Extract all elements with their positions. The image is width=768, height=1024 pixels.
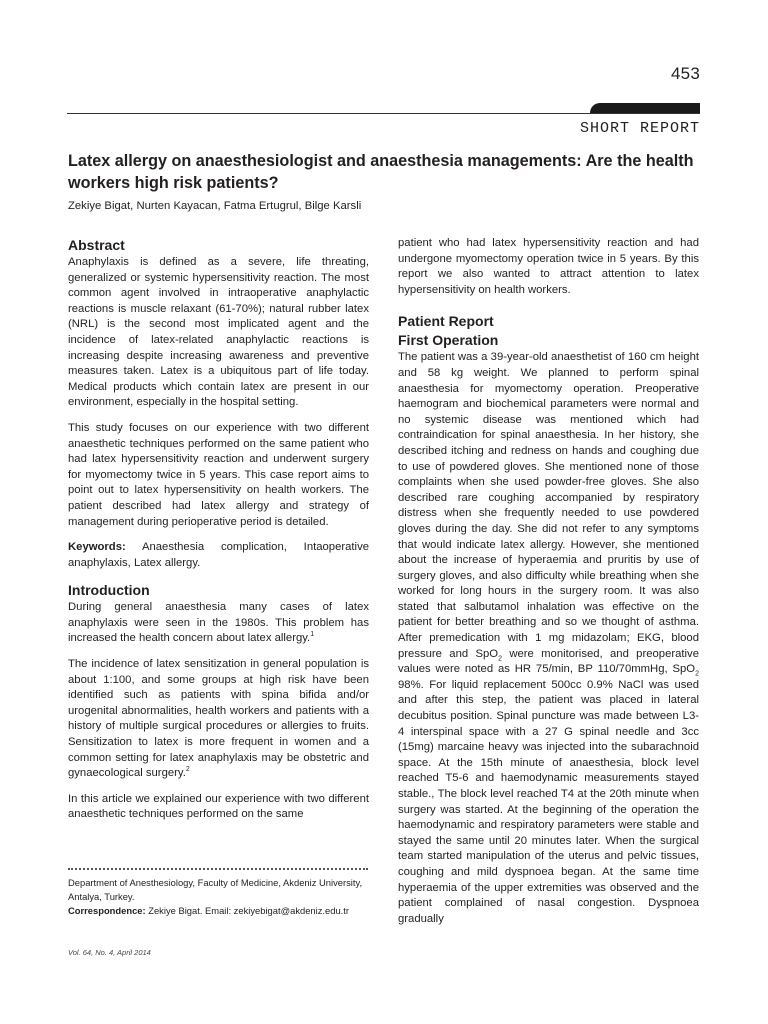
correspondence [68, 904, 371, 918]
header-tab-decoration [590, 103, 700, 113]
correspondence-label: Correspondence: [68, 905, 146, 916]
introduction-paragraph-3: In this article we explained our experience with two different anaesthetic techniques performed on the same [68, 792, 369, 821]
spo2-subscript-1: 2 [498, 654, 502, 662]
keywords-text: Anaesthesia complication, Intaoperative anaphylaxis, Latex allergy. [68, 541, 369, 569]
reference-1: 1 [310, 631, 315, 639]
first-operation-text-a: The patient was a 39-year-old anaesthetist of 160 cm height and 58 kg weight. We planned to perform spinal anaesthesia for myomectomy operation. Preoperative haemogram and biochemical parameters were normal and no systemic disease was mentioned which had contraindication for spinal anaesthesia. In her history, she described itching and redness on hands and coughing due to use of powdered gloves. She mentioned none of those complaints when she used powder-free gloves. She also described rare coughing accompanied by respiratory distress when she frequently needed to use powdered gloves during the day. She did not refer to any symptoms that would indicate latex allergy. However, she mentioned about the increase of hyperaemia and pruritis by use of surgery gloves, and also difficulty while breathing when she worked for long hours in the surgery room. It was also stated that salbutamol inhalation was effective on the patient for better breathing and so we thought of asthma. After premedication with 1 mg midazolam; EKG, blood pressure and SpO [398, 351, 699, 660]
abstract-paragraph-1: Anaphylaxis is defined as a severe, life threating, generalized or systemic hypersensitivity reaction. The most common agent involved in intraoperative anaphylactic reactions is muscle relaxant (61-70%); natural rubber latex (NRL) is the second most implicated agent and the incidence of latex-related anaphylactic reactions is increasing despite increasing awareness and preventive measures taken. Latex is a ubiquitous part of life today. Medical products which contain latex are present in our environment, especially in the hospital setting. [68, 256, 369, 409]
correspondence-text: Zekiye Bigat. Email: zekiyebigat@akdeniz.edu.tr [148, 905, 349, 916]
introduction-paragraph-2 [68, 657, 369, 782]
spo2-subscript-2: 2 [695, 670, 699, 678]
first-operation-paragraph [398, 350, 699, 927]
footnote [68, 876, 371, 918]
introduction-paragraph-2-text: The incidence of latex sensitization in general population is about 1:100, and some groups at high risk have been identified such as patients with spina bifida and/or urogenital abnormalities, health workers and patients with a history of multiple surgical procedures or allergies to fruits. Sensitization to latex is more frequent in women and a common setting for latex anaphylaxis may be obstetric and gynaecological surgery. [68, 658, 369, 780]
first-operation-text-b: were monitorised, and preoperative values were noted as HR 75/min, BP 110/70mmHg, SpO [398, 647, 699, 676]
first-operation-text-c: 98%. For liquid replacement 500cc 0.9% NaCl was used and after this step, the patient was placed in lateral decubitus position. Spinal puncture was made between L3-4 interspinal space with a 27 G spinal needle and 3cc (15mg) marcaine heavy was injected into the subarachnoid space. At the 15th minute of anaesthesia, block level reached T5-6 and haemodynamic measurements stayed stable., The block level reached T4 at the 20th minute when surgery was started. At the beginning of the operation the haemodynamic and respiratory parameters were stable and stayed the same until 20 minutes later. When the surgical team started manipulation of the uterus and pelvic tissues, coughing and mild dyspnoea began. At the same time hyperaemia of the upper extremities was observed and the patient complained of nasal congestion. Dyspnoea gradually [398, 678, 699, 925]
keywords-label: Keywords: [68, 541, 126, 554]
journal-info: Vol. 64, No. 4, April 2014 [68, 948, 151, 957]
abstract-paragraph-2: This study focuses on our experience with two different anaesthetic techniques performed on the same patient who had latex hypersensitivity reaction and underwent surgery for myomectomy twice in 5 years. This case report aims to point out to latex hypersensitivity on health workers. The patient described had latex allergy and strategy of management during perioperative period is detailed. [68, 421, 369, 528]
continuation-paragraph: patient who had latex hypersensitivity reaction and had undergone myomectomy operation twice in 5 years. By this report we also wanted to attract attention to latex hypersensitivity on health workers. [398, 237, 699, 296]
right-column [398, 236, 699, 927]
page-number: 453 [671, 64, 700, 83]
authors: Zekiye Bigat, Nurten Kayacan, Fatma Ertugrul, Bilge Karsli [68, 200, 362, 212]
article-title: Latex allergy on anaesthesiologist and anaesthesia managements: Are the health workers high risk patients? [68, 152, 694, 192]
header-rule [67, 113, 700, 114]
keywords [68, 540, 369, 571]
affiliation: Department of Anesthesiology, Faculty of Medicine, Akdeniz University, Antalya, Turkey. [68, 877, 363, 902]
introduction-paragraph-1 [68, 600, 369, 647]
introduction-paragraph-1-text: During general anaesthesia many cases of latex anaphylaxis were seen in the 1980s. This problem has increased the health concern about latex allergy. [68, 601, 369, 645]
first-operation-heading: First Operation [398, 332, 499, 349]
reference-2: 2 [185, 766, 190, 774]
footnote-rule [68, 868, 368, 870]
introduction-heading: Introduction [68, 582, 150, 599]
abstract-heading: Abstract [68, 237, 125, 253]
section-label: SHORT REPORT [579, 120, 700, 137]
left-column [68, 236, 369, 833]
patient-report-heading: Patient Report [398, 313, 494, 330]
